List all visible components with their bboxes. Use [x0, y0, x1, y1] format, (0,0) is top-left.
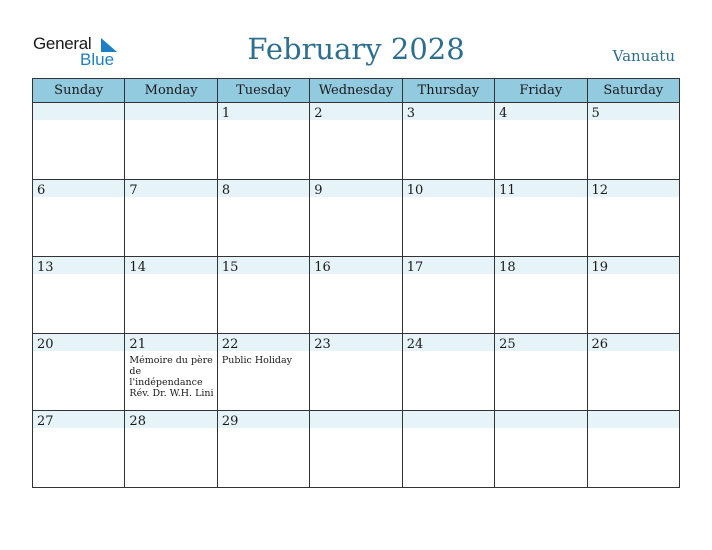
day-cell [495, 411, 587, 488]
day-cell [33, 103, 125, 180]
day-number: 23 [314, 337, 331, 352]
day-cell [217, 103, 309, 180]
day-header-band [218, 103, 309, 120]
day-header-band [403, 411, 494, 428]
day-number: 2 [314, 106, 323, 121]
day-cell [495, 103, 587, 180]
day-number: 5 [591, 106, 600, 121]
week-row [33, 334, 680, 411]
day-cell [125, 180, 217, 257]
day-number: 17 [406, 260, 424, 275]
day-number: 3 [406, 106, 415, 121]
day-cell [125, 103, 217, 180]
weekday-header-row [33, 79, 680, 103]
day-cell [310, 411, 402, 488]
day-cell [33, 257, 125, 334]
day-number: 13 [37, 260, 54, 275]
day-number: 6 [37, 183, 46, 198]
week-row [33, 103, 680, 180]
week-row [33, 180, 680, 257]
day-number: 9 [314, 183, 323, 198]
day-cell [402, 257, 494, 334]
logo-text-general: General [33, 34, 92, 53]
day-number: 28 [129, 414, 146, 429]
week-row [33, 257, 680, 334]
weekday-header: Tuesday [217, 79, 309, 103]
day-cell [33, 411, 125, 488]
day-number: 15 [221, 260, 239, 275]
day-cell [495, 257, 587, 334]
day-cell [33, 180, 125, 257]
day-cell [125, 334, 217, 411]
day-header-band [33, 180, 124, 197]
day-cell [310, 257, 402, 334]
day-cell [587, 180, 679, 257]
day-cell [310, 103, 402, 180]
day-number: 7 [129, 183, 138, 198]
day-number: 19 [591, 260, 609, 275]
holiday-event: Public Holiday [221, 355, 293, 366]
calendar-grid [32, 78, 680, 488]
country-label: Vanuatu [612, 47, 675, 65]
week-row [33, 411, 680, 488]
day-number: 14 [129, 260, 146, 275]
day-header-band [495, 411, 586, 428]
day-header-band [310, 103, 401, 120]
day-cell [310, 180, 402, 257]
day-cell [587, 103, 679, 180]
day-cell [495, 334, 587, 411]
weekday-header: Thursday [402, 79, 494, 103]
weekday-header: Monday [125, 79, 217, 103]
day-number: 18 [499, 260, 516, 275]
day-number: 16 [314, 260, 331, 275]
holiday-event: Mémoire du père de l'indépendance Rév. Dr. W.H. Lini [129, 355, 214, 399]
day-header-band [588, 103, 679, 120]
day-cell [587, 334, 679, 411]
day-cell [495, 180, 587, 257]
day-cell [587, 257, 679, 334]
day-cell [402, 103, 494, 180]
day-header-band [125, 180, 216, 197]
day-cell [402, 180, 494, 257]
day-number: 12 [591, 183, 609, 198]
day-number: 8 [221, 183, 231, 198]
day-number: 26 [591, 337, 609, 352]
day-cell [587, 411, 679, 488]
day-cell [310, 334, 402, 411]
day-number: 22 [221, 337, 239, 352]
day-header-band [33, 103, 124, 120]
calendar-title: February 2028 [247, 32, 465, 66]
day-number: 21 [129, 337, 146, 352]
day-header-band [495, 103, 586, 120]
day-cell [217, 257, 309, 334]
day-number: 11 [499, 183, 516, 198]
day-header-band [218, 180, 309, 197]
day-number: 27 [37, 414, 54, 429]
weekday-header: Saturday [587, 79, 679, 103]
day-number: 10 [406, 183, 424, 198]
day-number: 20 [37, 337, 54, 352]
day-number: 24 [406, 337, 424, 352]
weekday-header: Sunday [33, 79, 125, 103]
day-cell [125, 411, 217, 488]
day-header-band [310, 411, 401, 428]
day-number: 4 [499, 106, 508, 121]
day-header-band [588, 411, 679, 428]
day-cell [217, 180, 309, 257]
weekday-header: Wednesday [310, 79, 402, 103]
day-cell [33, 334, 125, 411]
day-cell [402, 411, 494, 488]
day-cell [217, 334, 309, 411]
day-cell [125, 257, 217, 334]
day-cell [217, 411, 309, 488]
day-number: 29 [221, 414, 239, 429]
day-header-band [403, 103, 494, 120]
day-header-band [310, 180, 401, 197]
day-cell [402, 334, 494, 411]
weekday-header: Friday [495, 79, 587, 103]
day-number: 25 [499, 337, 516, 352]
day-header-band [125, 103, 216, 120]
logo-text-blue: Blue [80, 50, 115, 69]
day-number: 1 [221, 106, 231, 121]
